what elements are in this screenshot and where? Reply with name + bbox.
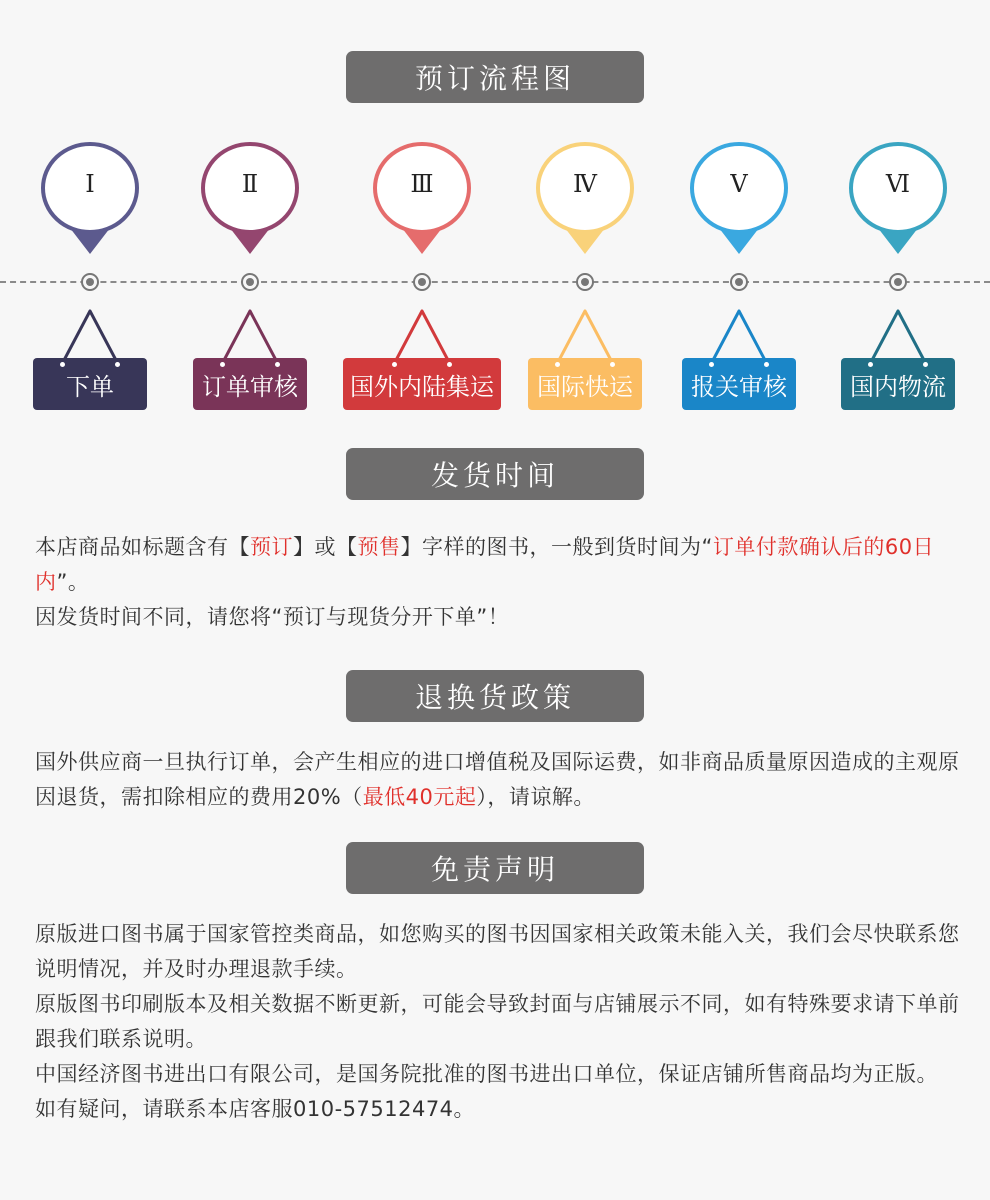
tag-nail bbox=[923, 362, 928, 367]
shipping-text-part: 】或【 bbox=[293, 535, 358, 559]
step-tag-4 bbox=[528, 358, 642, 410]
timeline-dot bbox=[730, 273, 748, 291]
timeline-dot bbox=[81, 273, 99, 291]
timeline-dot bbox=[889, 273, 907, 291]
step-pin-4 bbox=[535, 142, 635, 254]
highlight-preorder: 预订 bbox=[250, 535, 293, 559]
disclaimer-paragraph: 原版图书印刷版本及相关数据不断更新，可能会导致封面与店铺展示不同，如有特殊要求请下单前跟我们联系说明。 bbox=[35, 992, 960, 1051]
step-label: 报关审核 bbox=[691, 372, 787, 401]
highlight-presale: 预售 bbox=[357, 535, 401, 559]
highlight-min-fee: 最低40元起 bbox=[362, 785, 477, 809]
return-policy-title: 退换货政策 bbox=[346, 670, 644, 722]
timeline-dashed-line bbox=[0, 281, 990, 283]
highlight-delivery-time: 订单付款确认后的60日内 bbox=[35, 535, 935, 594]
step-tag-3 bbox=[343, 358, 501, 410]
step-pin-5 bbox=[689, 142, 789, 254]
tag-nail bbox=[610, 362, 615, 367]
tag-nail bbox=[220, 362, 225, 367]
step-pin-6 bbox=[848, 142, 948, 254]
disclaimer-title: 免责声明 bbox=[346, 842, 644, 894]
step-pin-3 bbox=[372, 142, 472, 254]
step-label: 国外内陆集运 bbox=[350, 372, 494, 401]
process-title: 预订流程图 bbox=[346, 51, 644, 103]
tag-nail bbox=[60, 362, 65, 367]
step-tag-2 bbox=[193, 358, 307, 410]
step-numeral: Ⅵ bbox=[885, 170, 911, 198]
shipping-text bbox=[35, 530, 960, 635]
step-numeral: Ⅱ bbox=[241, 170, 259, 198]
tag-nail bbox=[115, 362, 120, 367]
step-label: 下单 bbox=[66, 372, 114, 401]
tag-nail bbox=[275, 362, 280, 367]
shipping-text-part: 本店商品如标题含有【 bbox=[35, 535, 250, 559]
step-numeral: Ⅳ bbox=[573, 170, 597, 198]
step-pin-1 bbox=[40, 142, 140, 254]
return-text-part: 国外供应商一旦执行订单，会产生相应的进口增值税及国际运费，如非商品质量原因造成的主观原因退货，需扣除相应的费用20%（ bbox=[35, 750, 960, 809]
shipping-text-part: 】字样的图书，一般到货时间为“ bbox=[400, 535, 713, 559]
step-label: 国内物流 bbox=[850, 372, 946, 401]
return-text-part: ），请谅解。 bbox=[476, 785, 595, 809]
tag-nail bbox=[447, 362, 452, 367]
step-numeral: Ⅰ bbox=[85, 170, 95, 198]
tag-nail bbox=[764, 362, 769, 367]
step-label: 订单审核 bbox=[202, 372, 298, 401]
disclaimer-paragraph: 中国经济图书进出口有限公司，是国务院批准的图书进出口单位，保证店铺所售商品均为正版。 bbox=[35, 1062, 938, 1086]
step-label: 国际快运 bbox=[537, 372, 633, 401]
tag-nail bbox=[392, 362, 397, 367]
step-tag-5 bbox=[682, 358, 796, 410]
shipping-title: 发货时间 bbox=[346, 448, 644, 500]
return-policy-text bbox=[35, 745, 960, 815]
step-tag-1 bbox=[33, 358, 147, 410]
shipping-note: 因发货时间不同，请您将“预订与现货分开下单”！ bbox=[35, 605, 510, 629]
timeline-dot bbox=[241, 273, 259, 291]
disclaimer-paragraph: 原版进口图书属于国家管控类商品，如您购买的图书因国家相关政策未能入关，我们会尽快联系您说明情况，并及时办理退款手续。 bbox=[35, 922, 960, 981]
tag-nail bbox=[555, 362, 560, 367]
disclaimer-paragraph: 如有疑问，请联系本店客服010-57512474。 bbox=[35, 1097, 476, 1121]
step-numeral: Ⅲ bbox=[410, 170, 434, 198]
step-tag-6 bbox=[841, 358, 955, 410]
step-pin-2 bbox=[200, 142, 300, 254]
disclaimer-text bbox=[35, 917, 960, 1127]
step-numeral: Ⅴ bbox=[730, 170, 748, 198]
timeline-dot bbox=[413, 273, 431, 291]
shipping-text-part: ”。 bbox=[56, 570, 90, 594]
timeline-dot bbox=[576, 273, 594, 291]
tag-nail bbox=[709, 362, 714, 367]
tag-nail bbox=[868, 362, 873, 367]
